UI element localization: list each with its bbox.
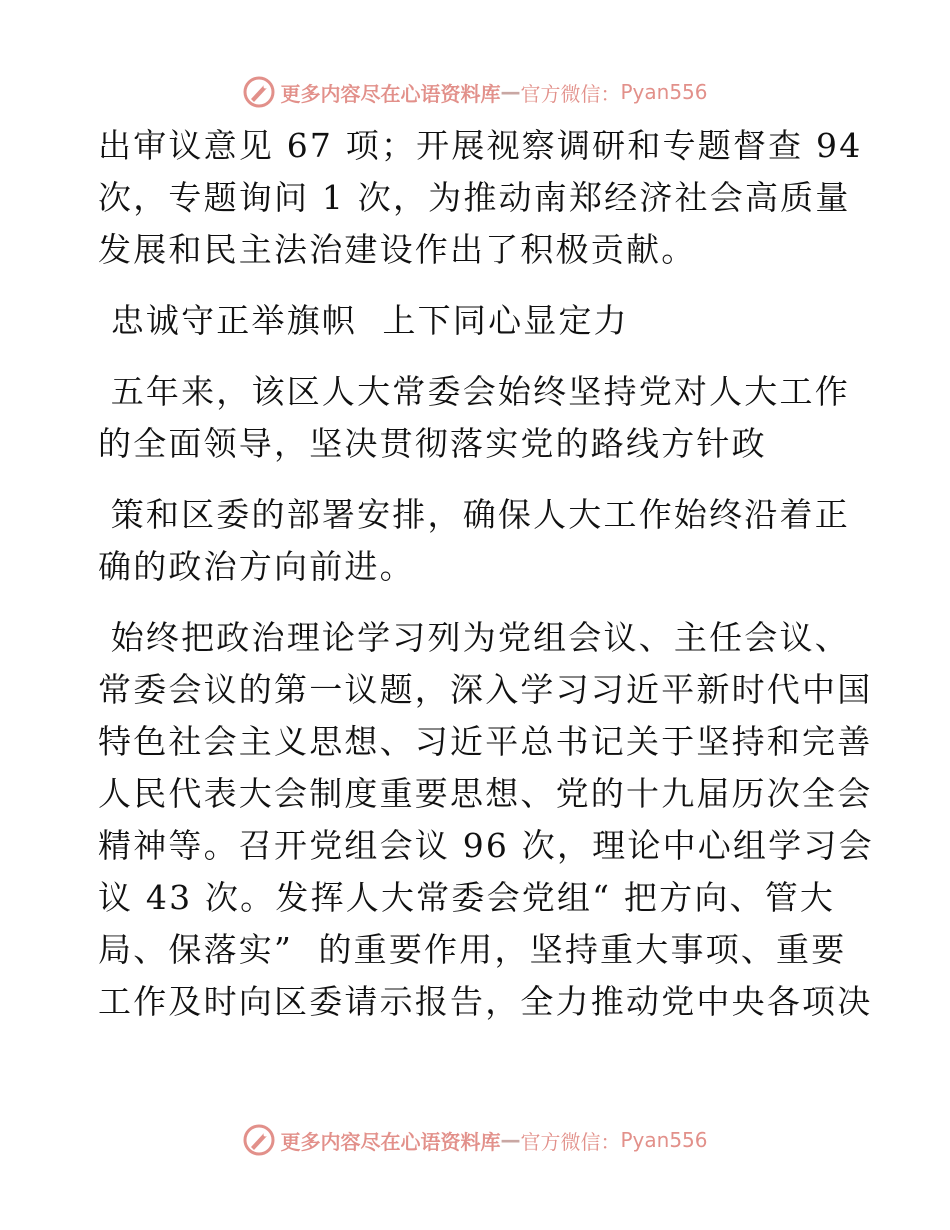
document-body <box>98 120 874 1028</box>
pen-nib-logo-icon <box>242 75 276 109</box>
pen-nib-logo-icon <box>242 1123 276 1157</box>
text-line: 出审议意见 67 项；开展视察调研和专题督查 94 <box>98 126 863 165</box>
text-line: 特色社会主义思想、习近平总书记关于坚持和完善 <box>98 722 873 761</box>
text-line: 发展和民主法治建设作出了积极贡献。 <box>98 230 697 269</box>
watermark-text: 更多内容尽在心语资料库 <box>280 81 501 106</box>
paragraph-2 <box>98 366 858 470</box>
watermark-header <box>0 72 950 112</box>
watermark-wechat-label: 官方微信： <box>520 81 621 106</box>
watermark-dash: — <box>500 80 521 104</box>
text-line: 精神等。召开党组会议 96 次，理论中心组学习会 <box>98 826 874 865</box>
text-line: 局、保落实” 的重要作用，坚持重大事项、重要 <box>98 930 847 969</box>
watermark-wechat-id: Pyan556 <box>620 80 708 104</box>
text-line: 确的政治方向前进。 <box>98 547 415 586</box>
text-line: 议 43 次。发挥人大常委会党组“ 把方向、管大 <box>98 878 836 917</box>
text-line: 次，专题询问 1 次，为推动南郑经济社会高质量 <box>98 178 851 217</box>
text-line: 策和区委的部署安排，确保人大工作始终沿着正 <box>98 495 850 534</box>
section-heading: 忠诚守正举旗帜 上下同心显定力 <box>98 301 629 340</box>
text-line: 五年来，该区人大常委会始终坚持党对人大工作 <box>98 372 850 411</box>
text-line: 人民代表大会制度重要思想、党的十九届历次全会 <box>98 774 873 813</box>
watermark-wechat-label: 官方微信： <box>520 1129 621 1154</box>
watermark-footer <box>0 1120 950 1160</box>
text-line: 工作及时向区委请示报告，全力推动党中央各项决 <box>98 982 873 1021</box>
paragraph-4 <box>98 612 874 1028</box>
text-line: 的全面领导，坚决贯彻落实党的路线方针政 <box>98 424 767 463</box>
watermark-dash: — <box>500 1128 521 1152</box>
watermark-text: 更多内容尽在心语资料库 <box>280 1129 501 1154</box>
text-line: 始终把政治理论学习列为党组会议、主任会议、 <box>98 618 850 657</box>
text-line: 常委会议的第一议题，深入学习习近平新时代中国 <box>98 670 873 709</box>
watermark-wechat-id: Pyan556 <box>620 1128 708 1152</box>
paragraph-1 <box>98 120 863 276</box>
paragraph-3 <box>98 489 858 593</box>
